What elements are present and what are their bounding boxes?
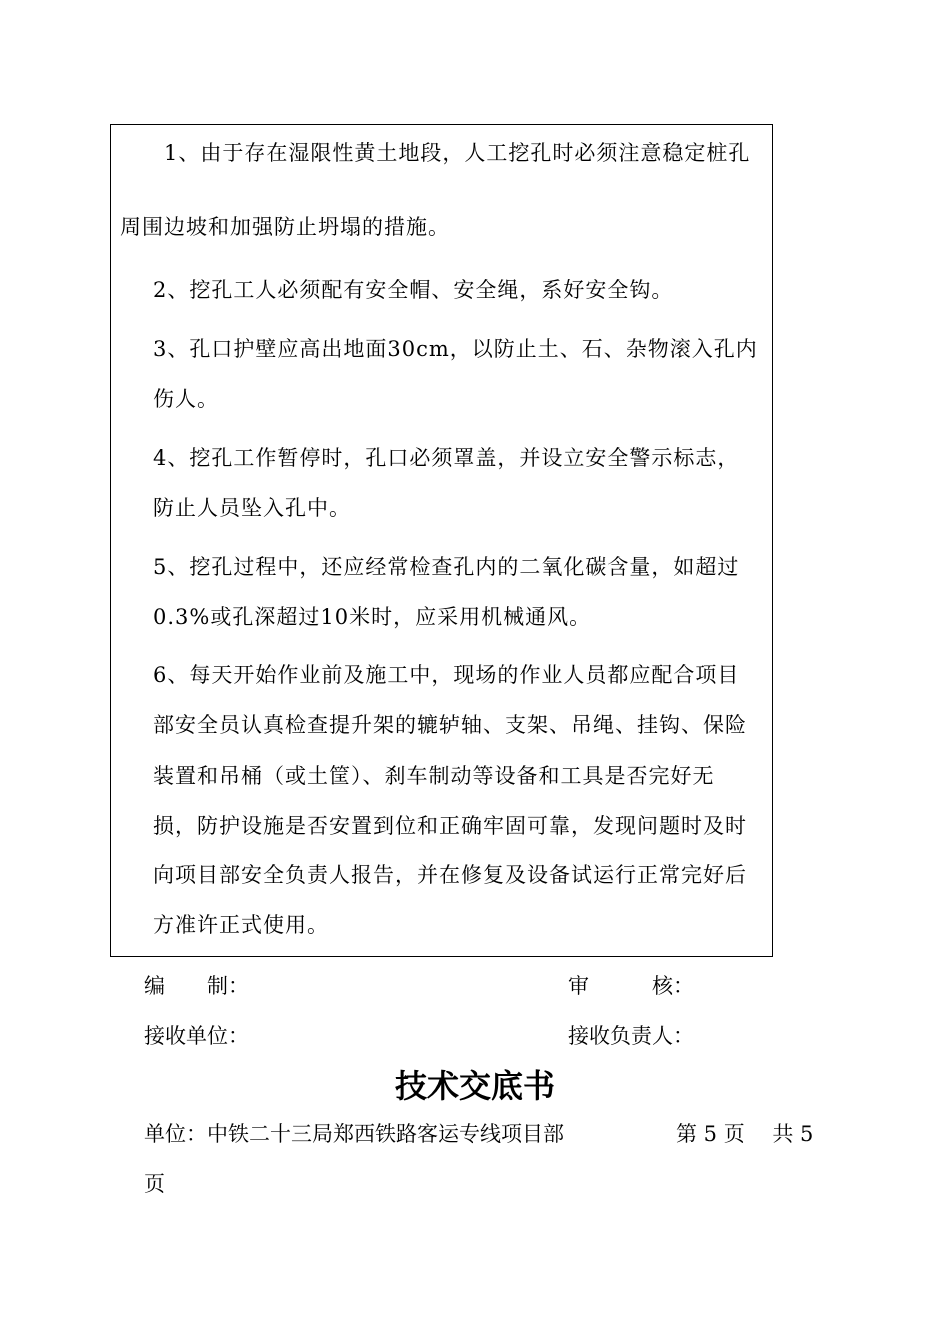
compile-label: 编 制：	[144, 974, 249, 998]
item-4-line-2: 防止人员坠入孔中。	[153, 496, 351, 520]
item-4-line-1: 4、挖孔工作暂停时，孔口必须罩盖，并设立安全警示标志，	[153, 446, 740, 470]
item-6-line-2: 部安全员认真检查提升架的辘轳轴、支架、吊绳、挂钩、保险	[153, 713, 747, 737]
item-6-line-5: 向项目部安全负责人报告，并在修复及设备试运行正常完好后	[153, 863, 747, 887]
review-label: 审 核：	[568, 974, 694, 998]
item-6-line-1: 6、每天开始作业前及施工中，现场的作业人员都应配合项目	[153, 663, 740, 687]
unit-line: 单位：中铁二十三局郑西铁路客运专线项目部	[144, 1122, 564, 1146]
page-info-wrap: 页	[144, 1172, 165, 1196]
page-info: 第 5 页 共 5	[676, 1122, 814, 1146]
receiver-person-label: 接收负责人：	[568, 1024, 694, 1048]
item-2-line-1: 2、挖孔工人必须配有安全帽、安全绳，系好安全钩。	[153, 278, 674, 302]
item-3-line-1: 3、孔口护壁应高出地面30cm，以防止土、石、杂物滚入孔内	[153, 337, 758, 361]
item-6-line-3: 装置和吊桶（或土筐）、刹车制动等设备和工具是否完好无	[153, 764, 715, 788]
document-title: 技术交底书	[394, 1067, 555, 1105]
item-5-line-2: 0.3%或孔深超过10米时，应采用机械通风。	[153, 605, 592, 629]
item-3-line-2: 伤人。	[153, 387, 219, 411]
item-5-line-1: 5、挖孔过程中，还应经常检查孔内的二氧化碳含量，如超过	[153, 555, 740, 579]
item-6-line-6: 方准许正式使用。	[153, 913, 329, 937]
item-6-line-4: 损，防护设施是否安置到位和正确牢固可靠，发现问题时及时	[153, 814, 747, 838]
item-1-line-2: 周围边坡和加强防止坍塌的措施。	[120, 215, 450, 239]
item-1-line-1: 1、由于存在湿限性黄土地段，人工挖孔时必须注意稳定桩孔	[164, 141, 751, 165]
receiver-unit-label: 接收单位：	[144, 1024, 249, 1048]
